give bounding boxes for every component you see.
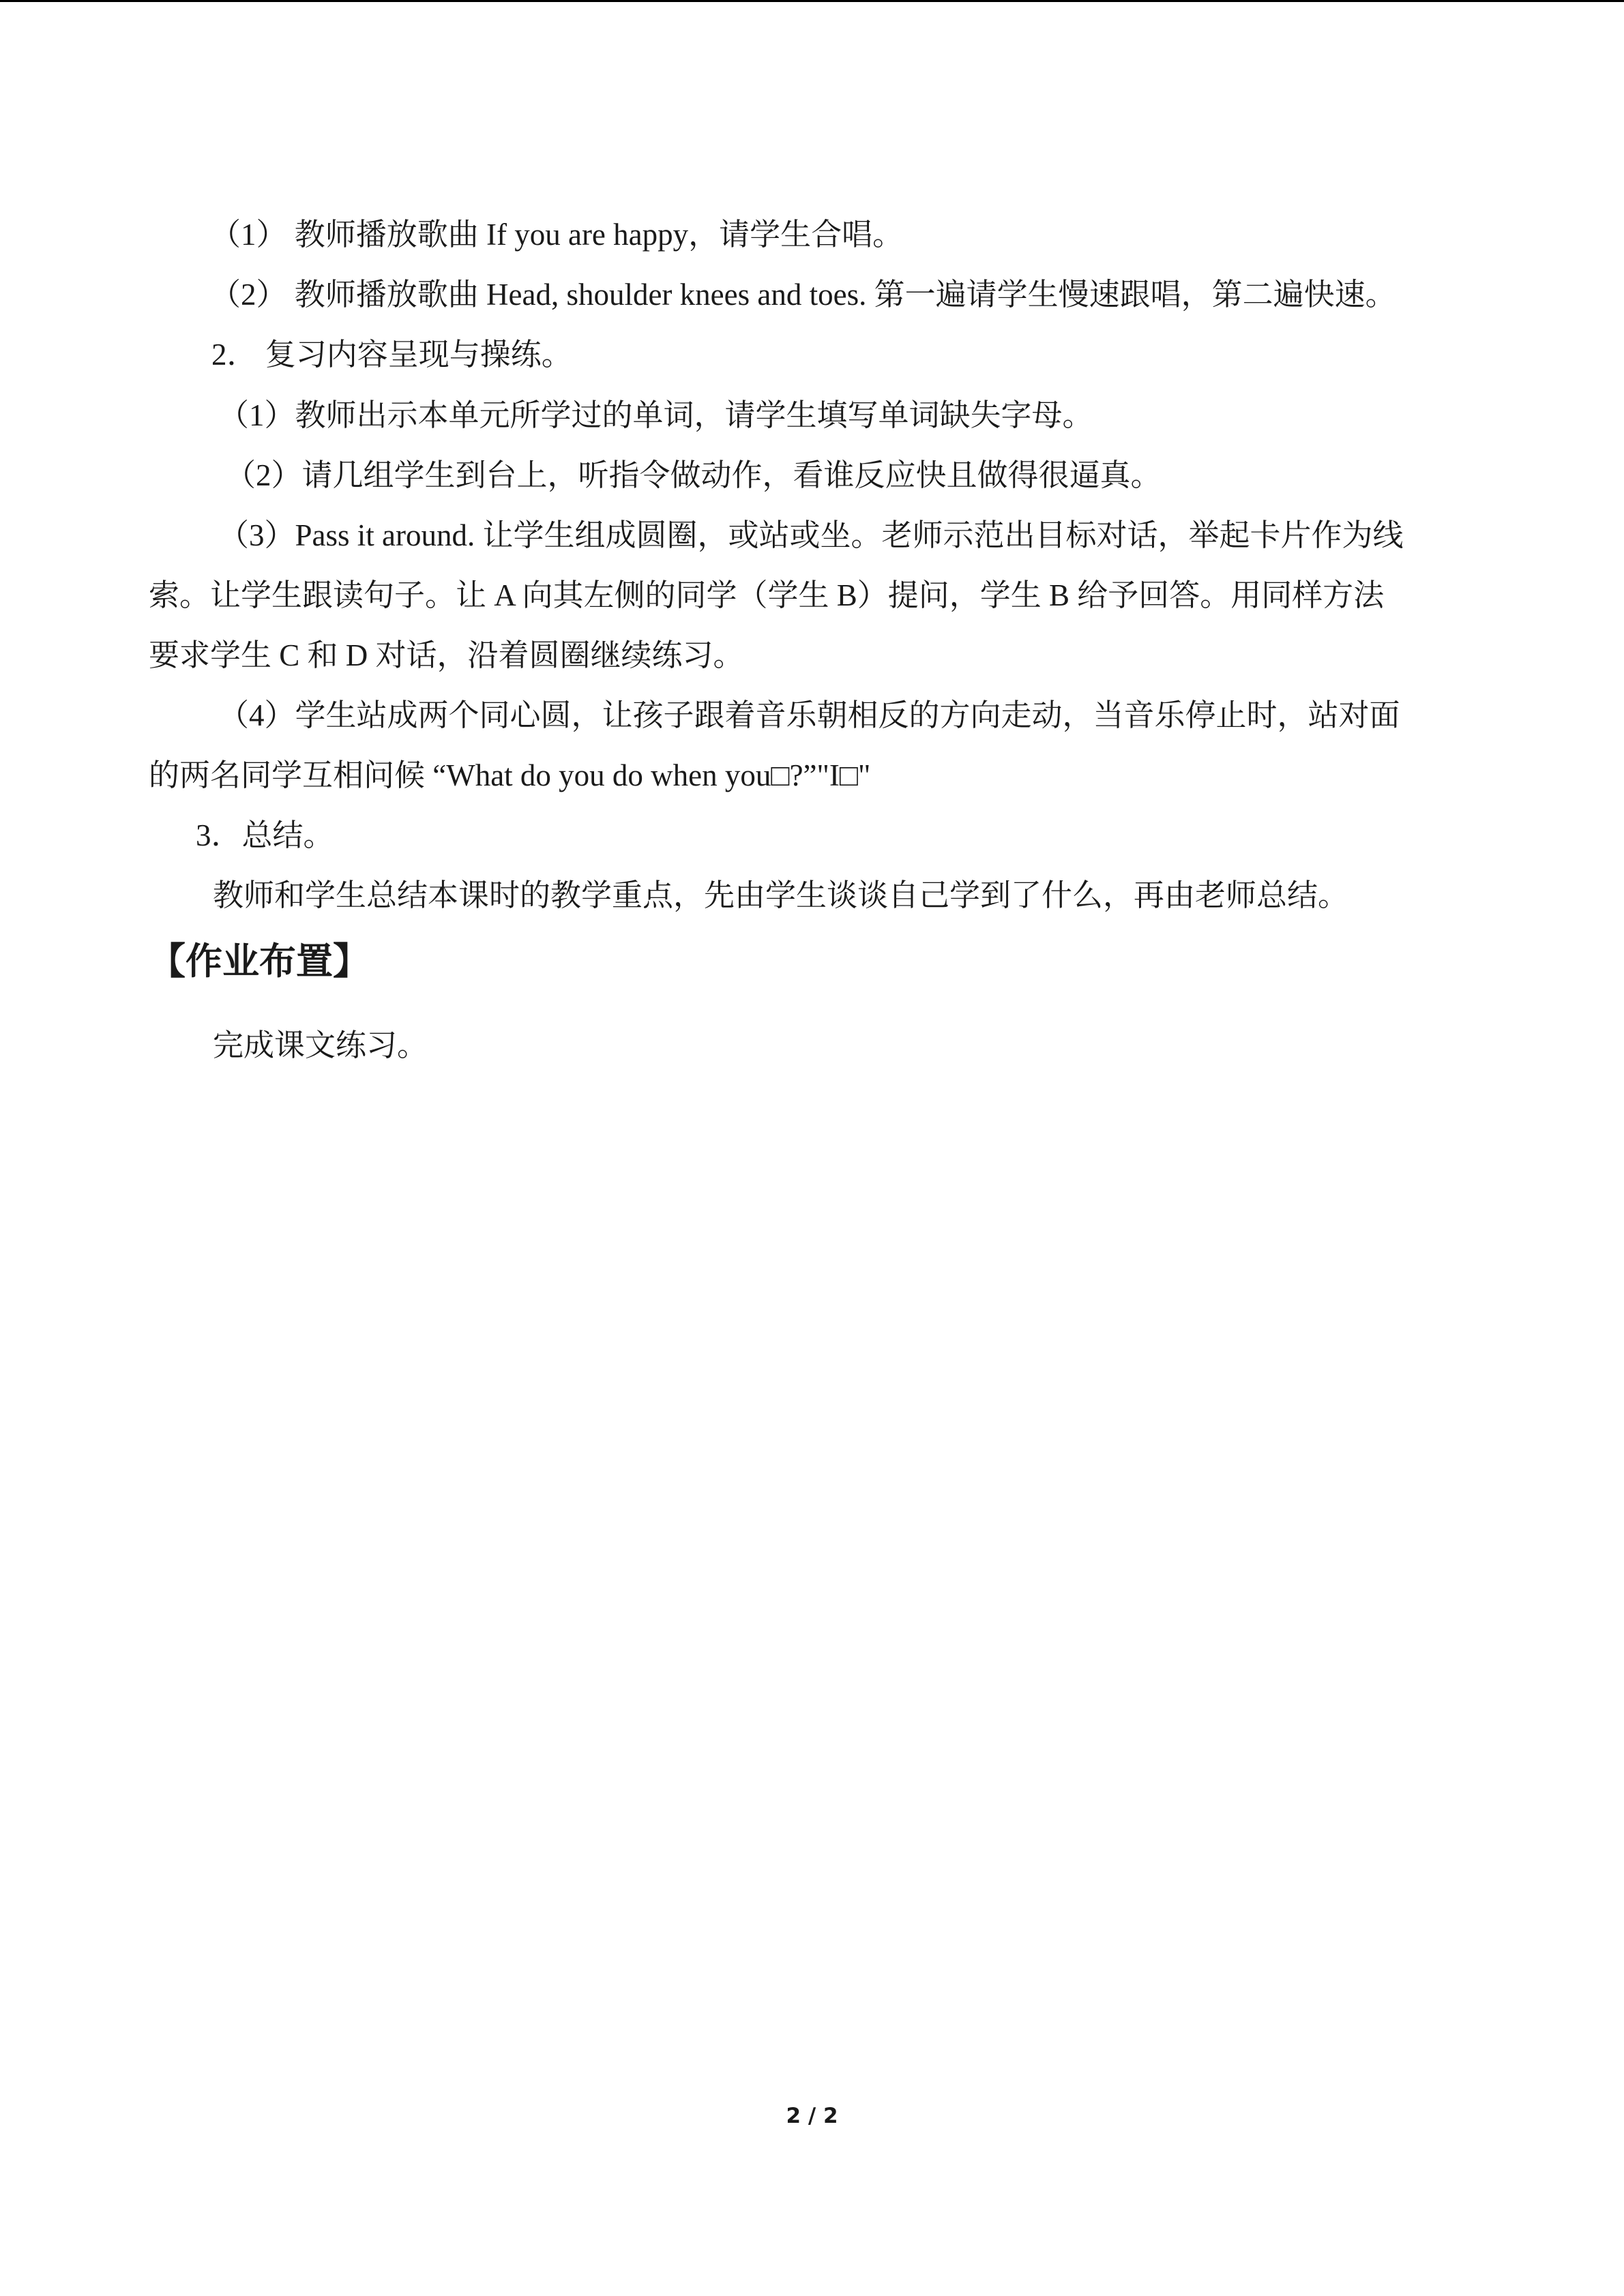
text-line: （4）学生站成两个同心圆，让孩子跟着音乐朝相反的方向走动，当音乐停止时，站对面	[218, 698, 1400, 732]
text-line: （2）请几组学生到台上，听指令做动作，看谁反应快且做得很逼真。	[225, 458, 1162, 492]
page-number: 2 / 2	[786, 2104, 838, 2128]
text-line: 3．总结。	[196, 818, 334, 852]
text-line: （1）教师出示本单元所学过的单词，请学生填写单词缺失字母。	[218, 398, 1093, 432]
homework-heading: 【作业布置】	[149, 940, 370, 983]
text-line: （2） 教师播放歌曲 Head, shoulder knees and toes. 第一遍请学生慢速跟唱，第二遍快速。	[210, 278, 1396, 312]
text-line: 教师和学生总结本课时的教学重点，先由学生谈谈自己学到了什么，再由老师总结。	[213, 878, 1349, 912]
text-line: 的两名同学互相问候 “What do you do when you□?”"I□"	[149, 758, 871, 792]
text-line: 2． 复习内容呈现与操练。	[211, 338, 572, 372]
homework-text: 完成课文练习。	[213, 1028, 428, 1062]
text-line: 索。让学生跟读句子。让 A 向其左侧的同学（学生 B）提问，学生 B 给予回答。用同样方法	[149, 578, 1385, 612]
text-line: （1） 教师播放歌曲 If you are happy，请学生合唱。	[210, 218, 904, 252]
text-line: 要求学生 C 和 D 对话，沿着圆圈继续练习。	[149, 638, 744, 672]
top-border	[0, 0, 1624, 2]
text-line: （3）Pass it around. 让学生组成圆圈，或站或坐。老师示范出目标对话，举起卡片作为线	[218, 518, 1404, 552]
